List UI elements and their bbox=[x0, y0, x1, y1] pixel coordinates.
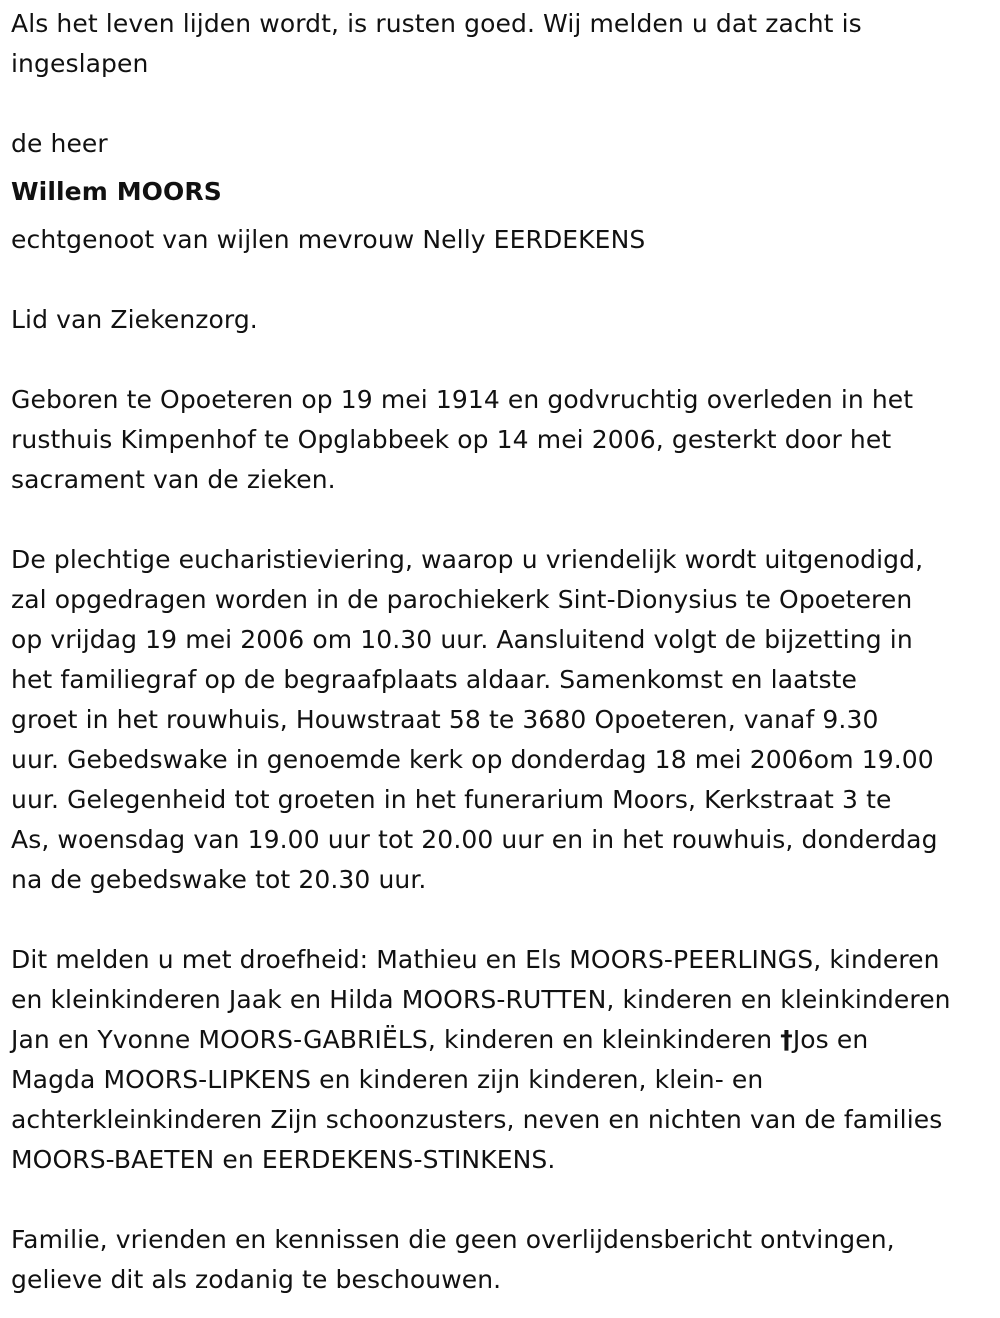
family-line: achterkleinkinderen Zijn schoonzusters, neven en nichten van de families bbox=[11, 1105, 943, 1134]
birth-death-paragraph bbox=[11, 380, 996, 500]
family-line: Magda MOORS-LIPKENS en kinderen zijn kinderen, klein- en bbox=[11, 1065, 764, 1094]
family-paragraph bbox=[11, 940, 996, 1180]
ceremony-line: uur. Gebedswake in genoemde kerk op donderdag 18 mei 2006om 19.00 bbox=[11, 745, 934, 774]
closing-line: gelieve dit als zodanig te beschouwen. bbox=[11, 1265, 502, 1294]
cross-icon: † bbox=[780, 1025, 793, 1054]
family-line-text: Jan en Yvonne MOORS-GABRIËLS, kinderen en kleinkinderen bbox=[11, 1025, 781, 1054]
deceased-name: Willem MOORS bbox=[11, 177, 222, 206]
ceremony-line: na de gebedswake tot 20.30 uur. bbox=[11, 865, 427, 894]
closing-paragraph bbox=[11, 1220, 996, 1300]
spacer bbox=[11, 84, 996, 124]
intro-line: ingeslapen bbox=[11, 49, 149, 78]
family-line: Dit melden u met droefheid: Mathieu en Els MOORS-PEERLINGS, kinderen bbox=[11, 945, 940, 974]
ceremony-paragraph bbox=[11, 540, 996, 900]
intro-line: Als het leven lijden wordt, is rusten goed. Wij melden u dat zacht is bbox=[11, 9, 862, 38]
family-line: en kleinkinderen Jaak en Hilda MOORS-RUTTEN, kinderen en kleinkinderen bbox=[11, 985, 951, 1014]
spacer bbox=[11, 260, 996, 300]
spacer bbox=[11, 500, 996, 540]
closing-line: Familie, vrienden en kennissen die geen overlijdensbericht ontvingen, bbox=[11, 1225, 895, 1254]
birth-line: rusthuis Kimpenhof te Opglabbeek op 14 mei 2006, gesterkt door het bbox=[11, 425, 892, 454]
ceremony-line: het familiegraf op de begraafplaats aldaar. Samenkomst en laatste bbox=[11, 665, 857, 694]
birth-line: Geboren te Opoeteren op 19 mei 1914 en godvruchtig overleden in het bbox=[11, 385, 914, 414]
family-line: MOORS-BAETEN en EERDEKENS-STINKENS. bbox=[11, 1145, 556, 1174]
ceremony-line: uur. Gelegenheid tot groeten in het funerarium Moors, Kerkstraat 3 te bbox=[11, 785, 892, 814]
spacer bbox=[11, 1180, 996, 1220]
family-line-text: Jos en bbox=[792, 1025, 869, 1054]
honorific: de heer bbox=[11, 129, 108, 158]
ceremony-line: groet in het rouwhuis, Houwstraat 58 te 3680 Opoeteren, vanaf 9.30 bbox=[11, 705, 879, 734]
ceremony-line: De plechtige eucharistieviering, waarop u vriendelijk wordt uitgenodigd, bbox=[11, 545, 924, 574]
obituary-document bbox=[11, 4, 996, 1300]
family-line bbox=[11, 1020, 996, 1060]
spouse-line: echtgenoot van wijlen mevrouw Nelly EERDEKENS bbox=[11, 225, 646, 254]
membership-line: Lid van Ziekenzorg. bbox=[11, 305, 258, 334]
birth-line: sacrament van de zieken. bbox=[11, 465, 336, 494]
spacer bbox=[11, 900, 996, 940]
ceremony-line: zal opgedragen worden in de parochiekerk Sint-Dionysius te Opoeteren bbox=[11, 585, 913, 614]
intro-paragraph bbox=[11, 4, 996, 84]
ceremony-line: As, woensdag van 19.00 uur tot 20.00 uur en in het rouwhuis, donderdag bbox=[11, 825, 938, 854]
ceremony-line: op vrijdag 19 mei 2006 om 10.30 uur. Aansluitend volgt de bijzetting in bbox=[11, 625, 913, 654]
spacer bbox=[11, 340, 996, 380]
